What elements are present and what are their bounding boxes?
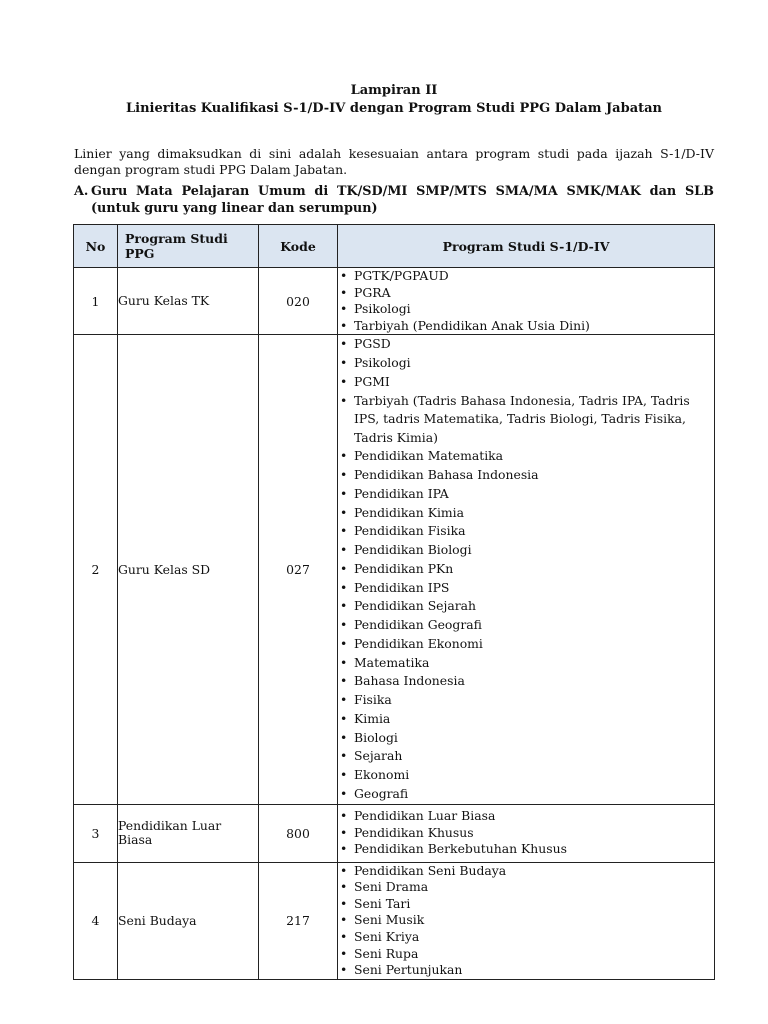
linearity-table: [73, 224, 715, 980]
list-item: • Pendidikan Bahasa Indonesia: [338, 466, 714, 485]
table-row: [74, 804, 715, 862]
list-item: • Pendidikan Geografi: [338, 616, 714, 635]
row-number: 3: [74, 804, 118, 862]
table-header-row: [74, 225, 715, 268]
bullet-icon: •: [340, 929, 348, 945]
list-item: • Pendidikan Ekonomi: [338, 635, 714, 654]
list-item: • Seni Pertunjukan: [340, 962, 463, 978]
header-s1: Program Studi S-1/D-IV: [338, 225, 715, 268]
row-kode: 027: [259, 335, 338, 804]
bullet-icon: •: [340, 962, 348, 978]
list-item: • Ekonomi: [338, 766, 714, 785]
bullet-icon: •: [340, 785, 348, 801]
row-s1-cell: [338, 335, 715, 804]
list-item: • Kimia: [338, 710, 714, 729]
list-item: • Seni Musik: [340, 912, 425, 928]
header-kode: Kode: [259, 225, 338, 268]
list-item: • Bahasa Indonesia: [338, 672, 714, 691]
bullet-icon: •: [340, 654, 348, 670]
list-item: • Biologi: [338, 729, 714, 748]
row-program: Pendidikan Luar Biasa: [118, 804, 259, 862]
bullet-icon: •: [340, 317, 348, 333]
list-item: • Seni Kriya: [340, 929, 420, 945]
list-item: • Pendidikan PKn: [338, 560, 714, 579]
row-number: 1: [74, 268, 118, 335]
bullet-icon: •: [340, 729, 348, 745]
bullet-icon: •: [340, 523, 348, 539]
bullet-icon: •: [340, 560, 348, 576]
s1-list: [338, 863, 714, 979]
list-item: • Seni Rupa: [340, 945, 419, 961]
bullet-icon: •: [340, 617, 348, 633]
bullet-icon: •: [340, 268, 348, 283]
bullet-icon: •: [340, 301, 348, 317]
header-no: No: [74, 225, 118, 268]
bullet-icon: •: [340, 355, 348, 371]
bullet-icon: •: [340, 879, 348, 895]
row-s1-cell: [338, 268, 715, 335]
list-item: • PGTK/PGPAUD: [340, 268, 449, 283]
row-program: Guru Kelas TK: [118, 268, 259, 335]
bullet-icon: •: [340, 467, 348, 483]
header-program: Program Studi PPG: [118, 225, 259, 268]
list-item: • Pendidikan Sejarah: [338, 597, 714, 616]
list-item: • PGMI: [338, 373, 714, 392]
bullet-icon: •: [340, 895, 348, 911]
intro-paragraph: Linier yang dimaksudkan di sini adalah kesesuaian antara program studi pada ijazah S-1/D-IV dengan program studi PPG Dalam Jabatan.: [74, 146, 714, 177]
list-item: • PGSD: [338, 335, 714, 354]
row-kode: 217: [259, 862, 338, 979]
s1-list: [338, 268, 714, 334]
list-item: • Pendidikan Berkebutuhan Khusus: [340, 841, 567, 857]
bullet-icon: •: [340, 635, 348, 651]
bullet-icon: •: [340, 336, 348, 352]
list-item: • Pendidikan Seni Budaya: [340, 862, 507, 878]
list-item: • Psikologi: [338, 354, 714, 373]
table-row: [74, 862, 715, 979]
bullet-icon: •: [340, 284, 348, 300]
bullet-icon: •: [340, 824, 348, 840]
row-kode: 020: [259, 268, 338, 335]
section-a-letter: A.: [74, 184, 89, 199]
list-item: • Pendidikan IPA: [338, 485, 714, 504]
appendix-title: Lampiran II: [350, 83, 438, 98]
list-item: • Tarbiyah (Tadris Bahasa Indonesia, Tadris IPA, Tadris IPS, tadris Matematika, Tadris Biologi, Tadris Fisika, Tadris Kimia): [340, 392, 690, 445]
section-a-text: Guru Mata Pelajaran Umum di TK/SD/MI SMP/MTS SMA/MA SMK/MAK dan SLB (untuk guru yang linear dan serumpun): [91, 184, 714, 216]
bullet-icon: •: [340, 542, 348, 558]
list-item: • Tarbiyah (Pendidikan Anak Usia Dini): [340, 317, 590, 333]
row-program: Seni Budaya: [118, 862, 259, 979]
bullet-icon: •: [340, 841, 348, 857]
row-s1-cell: [338, 804, 715, 862]
list-item: • Pendidikan Luar Biasa: [340, 808, 496, 824]
row-number: 2: [74, 335, 118, 804]
list-item: • Seni Drama: [340, 879, 429, 895]
row-number: 4: [74, 862, 118, 979]
bullet-icon: •: [340, 862, 348, 878]
row-kode: 800: [259, 804, 338, 862]
list-item: • Psikologi: [340, 301, 411, 317]
row-program: Guru Kelas SD: [118, 335, 259, 804]
list-item: • Pendidikan Fisika: [338, 522, 714, 541]
s1-list: [338, 335, 714, 803]
list-item: • PGRA: [340, 284, 391, 300]
list-item: • Geografi: [338, 785, 714, 804]
bullet-icon: •: [340, 912, 348, 928]
bullet-icon: •: [340, 448, 348, 464]
bullet-icon: •: [340, 748, 348, 764]
bullet-icon: •: [340, 692, 348, 708]
bullet-icon: •: [340, 579, 348, 595]
list-item: • Pendidikan Khusus: [340, 824, 474, 840]
table-row: [74, 335, 715, 804]
document-title-block: [74, 82, 714, 118]
bullet-icon: •: [340, 767, 348, 783]
bullet-icon: •: [340, 808, 348, 824]
list-item: • Sejarah: [338, 747, 714, 766]
list-item: • Pendidikan Biologi: [338, 541, 714, 560]
list-item: • Pendidikan IPS: [338, 579, 714, 598]
s1-list: [338, 808, 714, 858]
bullet-icon: •: [340, 392, 348, 408]
row-s1-cell: [338, 862, 715, 979]
appendix-subtitle: Linieritas Kualifikasi S-1/D-IV dengan Program Studi PPG Dalam Jabatan: [125, 101, 662, 116]
bullet-icon: •: [340, 945, 348, 961]
list-item: • Matematika: [338, 654, 714, 673]
bullet-icon: •: [340, 504, 348, 520]
section-a-heading: [74, 183, 714, 217]
list-item: • Pendidikan Matematika: [338, 447, 714, 466]
bullet-icon: •: [340, 373, 348, 389]
bullet-icon: •: [340, 598, 348, 614]
list-item: • Seni Tari: [340, 895, 411, 911]
list-item: • Fisika: [338, 691, 714, 710]
bullet-icon: •: [340, 485, 348, 501]
table-row: [74, 268, 715, 335]
bullet-icon: •: [340, 673, 348, 689]
list-item: • Pendidikan Kimia: [338, 504, 714, 523]
bullet-icon: •: [340, 710, 348, 726]
